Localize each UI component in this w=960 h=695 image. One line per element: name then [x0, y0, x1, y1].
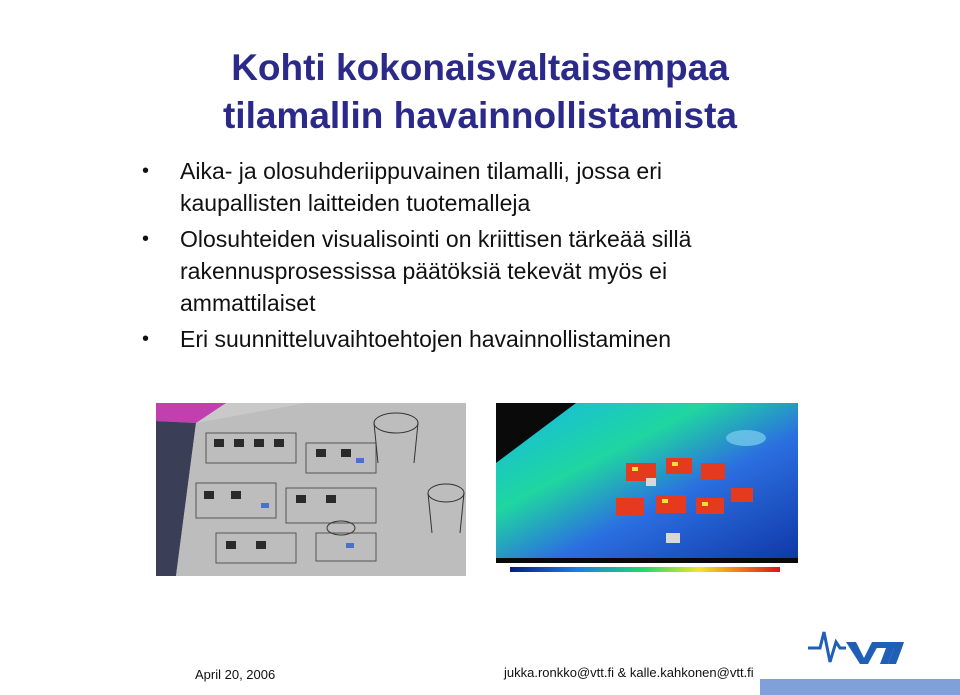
bullet-item-1 [136, 155, 936, 219]
bullet-list [136, 155, 936, 359]
title-line-1: Kohti kokonaisvaltaisempaa [231, 47, 729, 88]
bullet-2-line-3: ammattilaiset [180, 290, 316, 316]
slide-title [0, 44, 960, 140]
footer-date: April 20, 2006 [195, 667, 276, 682]
bullet-item-3 [136, 323, 936, 355]
title-line-2: tilamallin havainnollistamista [222, 95, 738, 136]
footer-authors: jukka.ronkko@vtt.fi & kalle.kahkonen@vtt.fi [504, 665, 754, 680]
illuminance-heatmap-image [496, 403, 798, 578]
bullet-1-line-1: Aika- ja olosuhderiippuvainen tilamalli, jossa eri [180, 158, 662, 184]
bullet-icon: • [142, 160, 150, 182]
bullet-3-line-1: Eri suunnitteluvaihtoehtojen havainnollistaminen [180, 326, 671, 352]
corner-decoration-bar [760, 679, 960, 695]
bullet-2-line-1: Olosuhteiden visualisointi on kriittisen tärkeää sillä [180, 226, 692, 252]
bullet-item-2 [136, 223, 936, 319]
bullet-icon: • [142, 228, 150, 250]
office-3d-model-image [156, 403, 466, 576]
bullet-1-line-2: kaupallisten laitteiden tuotemalleja [180, 190, 531, 216]
bullet-2-line-2: rakennusprosessissa päätöksiä tekevät myös ei [180, 258, 668, 284]
vtt-logo [806, 624, 906, 675]
bullet-icon: • [142, 328, 150, 350]
